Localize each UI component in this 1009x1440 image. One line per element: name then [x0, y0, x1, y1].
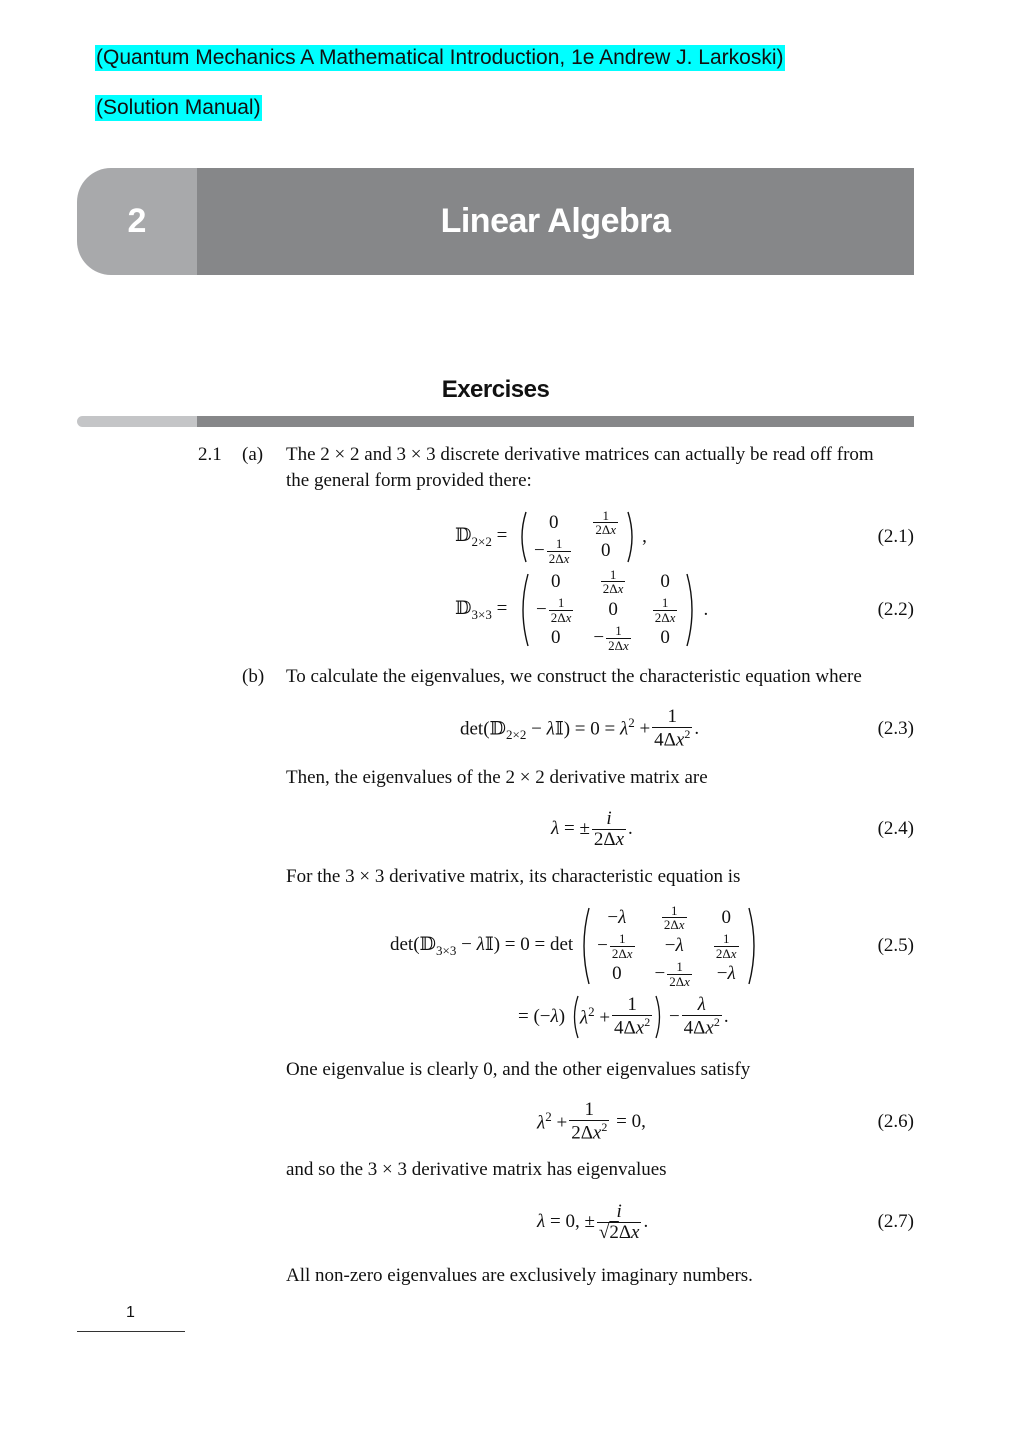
- equation-2-6: $\lambda^2$ + $\frac{1}{2\Delta x^2}$ = 0,: [537, 1099, 646, 1144]
- footer-rule: [77, 1331, 185, 1332]
- equation-2-1: 𝔻$_{2\times 2}$ = 0 $\frac{1}{2\Delta x}$ − $\frac{1}{2\Delta x}$ 0 ,: [455, 507, 647, 566]
- equation-number-2-2: (2.2): [877, 599, 914, 620]
- part-b-text-1: To calculate the eigenvalues, we construct the characteristic equation where: [286, 666, 862, 687]
- equation-2-5-line1: det(𝔻$_{3\times 3}$ − λ𝕀) = 0 = det − λ $\frac{1}{2\Delta x}$ 0 − $\frac{1}{2\Delta x}$ − λ $\frac{1}{2\Delta x}$ 0 − $\frac{1}{2\Delta x}$ − λ: [390, 906, 765, 986]
- equation-2-2: 𝔻$_{3\times 3}$ = 0 $\frac{1}{2\Delta x}$ 0 − $\frac{1}{2\Delta x}$ 0 $\frac{1}{2\Delta x}$ 0 − $\frac{1}{2\Delta x}$ 0 .: [455, 566, 709, 653]
- equation-number-2-1: (2.1): [877, 526, 914, 547]
- chapter-banner: [77, 168, 914, 275]
- equation-2-7: λ = 0, ± $\frac{i}{√2\Delta x}$ .: [537, 1200, 649, 1243]
- section-title: Exercises: [441, 376, 550, 403]
- section-rule-dark: [197, 416, 914, 427]
- part-b-text-5: and so the 3 × 3 derivative matrix has eigenvalues: [286, 1159, 667, 1180]
- equation-number-2-7: (2.7): [877, 1211, 914, 1232]
- exercise-number: 2.1: [198, 444, 222, 465]
- header-line-2: (Solution Manual): [96, 96, 261, 119]
- chapter-number: 2: [77, 168, 197, 275]
- part-b-text-6: All non-zero eigenvalues are exclusively imaginary numbers.: [286, 1265, 753, 1286]
- equation-number-2-6: (2.6): [877, 1111, 914, 1132]
- part-b-text-2: Then, the eigenvalues of the 2 × 2 derivative matrix are: [286, 767, 708, 788]
- part-a-text-line2: the general form provided there:: [286, 470, 532, 491]
- equation-number-2-5: (2.5): [877, 935, 914, 956]
- part-b-text-3: For the 3 × 3 derivative matrix, its characteristic equation is: [286, 866, 741, 887]
- equation-number-2-3: (2.3): [877, 718, 914, 739]
- equation-2-3: det(𝔻$_{2\times 2}$ − λ𝕀) = $0 = \lambda^2$ + $\frac{1}{4\Delta x^2}$ .: [460, 706, 700, 751]
- part-b-text-4: One eigenvalue is clearly 0, and the other eigenvalues satisfy: [286, 1059, 751, 1080]
- equation-number-2-4: (2.4): [877, 818, 914, 839]
- equation-2-4: λ = ± $\frac{i}{2\Delta x}$ .: [551, 807, 633, 850]
- part-b-label: (b): [242, 666, 265, 687]
- header-line-1: (Quantum Mechanics A Mathematical Introduction, 1e Andrew J. Larkoski): [96, 46, 784, 69]
- part-a-text-line1: The 2 × 2 and 3 × 3 discrete derivative matrices can actually be read off from: [286, 444, 874, 465]
- chapter-title: Linear Algebra: [197, 168, 914, 275]
- part-a-label: (a): [242, 444, 264, 465]
- section-rule-light: [77, 416, 202, 427]
- page-number: 1: [126, 1304, 135, 1321]
- equation-2-5-line2: = (−λ) $\lambda^2$ + $\frac{1}{4\Delta x^2}$ − $\frac{\lambda}{4\Delta x^2}$ .: [518, 994, 729, 1039]
